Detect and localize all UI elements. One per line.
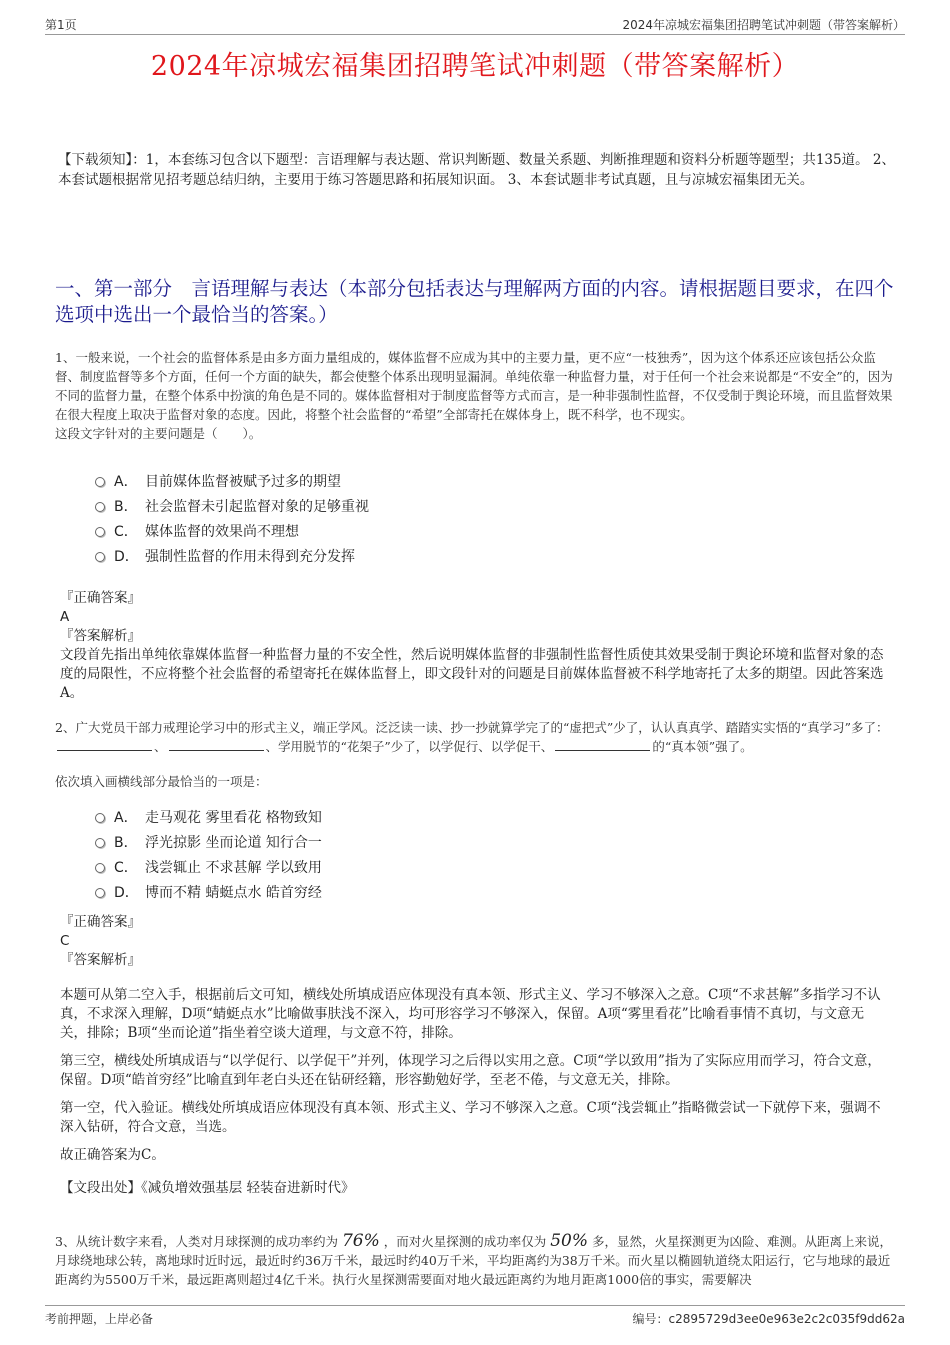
percentage-76: 76% [341, 1231, 380, 1251]
question-2 [55, 718, 900, 791]
question-2-prompt: 依次填入画横线部分最恰当的一项是： [55, 774, 268, 789]
question-2-analysis [60, 986, 890, 1207]
question-1-stem: 1、一般来说，一个社会的监督体系是由多方面力量组成的，媒体监督不应成为其中的主要力量，更不应“一枝独秀”，因为这个体系还应该包括公众监督、制度监督等多个方面，任何一个方面的缺失，都会使整个体系出现明显漏洞。单纯依靠一种监督力量，对于任何一个社会来说都是“不安全”的，因为不同的监督力量，在整个体系中扮演的角色是不同的。媒体监督相对于制度监督等方式而言，是一种非强制性监督，不仅受制于舆论环境，而且监督效果在很大程度上取决于监督对象的态度。因此，将整个社会监督的“希望”全部寄托在媒体身上，既不科学，也不现实。 [55, 350, 893, 422]
radio-icon[interactable] [95, 838, 105, 848]
radio-icon[interactable] [95, 552, 105, 562]
header-doc-title: 2024年凉城宏福集团招聘笔试冲刺题（带答案解析） [622, 18, 905, 32]
section-heading: 一、第一部分 言语理解与表达（本部分包括表达与理解两方面的内容。请根据题目要求，在四个选项中选出一个最恰当的答案。） [55, 277, 894, 326]
download-notice: 【下载须知】：1，本套练习包含以下题型：言语理解与表达题、常识判断题、数量关系题、判断推理题和资料分析题等题型；共135道。 2、本套试题根据常见招考题总结归纳，主要用于练习答题思路和拓展知识面。 3、本套试题非考试真题，且与凉城宏福集团无关。 [58, 152, 895, 188]
footer-slogan: 考前押题，上岸必备 [45, 1312, 154, 1326]
correct-answer: A [60, 609, 70, 625]
question-1 [55, 348, 900, 443]
footer-doc-id: 编号：c2895729d3ee0e963e2c2c035f9dd62a [632, 1312, 905, 1326]
page-title: 2024年凉城宏福集团招聘笔试冲刺题（带答案解析） [150, 51, 800, 82]
radio-icon[interactable] [95, 813, 105, 823]
blank-2 [169, 738, 264, 751]
blank-1 [57, 738, 152, 751]
analysis-label: 『答案解析』 [60, 628, 141, 644]
analysis-paragraph: 第三空，横线处所填成语与“以学促行、以学促干”并列，体现学习之后得以实用之意。C项“学以致用”指为了实际应用而学习，符合文意，保留。D项“皓首穷经”比喻直到年老白头还在钻研经籍，形容勤勉好学，至老不倦，与文意无关，排除。 [60, 1053, 881, 1088]
question-1-answer-block [60, 589, 890, 703]
analysis-paragraph: 故正确答案为C。 [60, 1147, 165, 1163]
question-2-stem: 2、广大党员干部力戒理论学习中的形式主义，端正学风。泛泛读一读、抄一抄就算学完了的“虚把式”少了，认认真真学、踏踏实实悟的“真学习”多了：、 、学用脱节的“花架子”少了，以学促行、以学促干、 的“真本领”强了。 [55, 720, 889, 754]
question-1-prompt: 这段文字针对的主要问题是（ ）。 [55, 426, 262, 441]
source-citation: 【文段出处】《减负增效强基层 轻装奋进新时代》 [60, 1180, 355, 1196]
correct-answer-label: 『正确答案』 [60, 914, 141, 930]
analysis-text: 文段首先指出单纯依靠媒体监督一种监督力量的不安全性，然后说明媒体监督的非强制性监督性质使其效果受制于舆论环境和监督对象的态度的局限性，不应将整个社会监督的希望寄托在媒体监督上，即文段针对的问题是目前媒体监督被不科学地寄托了太多的期望。因此答案选A。 [60, 647, 884, 701]
analysis-paragraph: 本题可从第二空入手，根据前后文可知，横线处所填成语应体现没有真本领、形式主义、学习不够深入之意。C项“不求甚解”多指学习不认真，不求深入理解，D项“蜻蜓点水”比喻做事肤浅不深入，均可形容学习不够深入，保留。A项“雾里看花”比喻看事情不真切，与文意无关，排除；B项“坐而论道”指坐着空谈大道理，与文意不符，排除。 [60, 987, 881, 1041]
radio-icon[interactable] [95, 502, 105, 512]
analysis-paragraph: 第一空，代入验证。横线处所填成语应体现没有真本领、形式主义、学习不够深入之意。C项“浅尝辄止”指略微尝试一下就停下来，强调不深入钻研，符合文意，当选。 [60, 1100, 881, 1135]
question-2-answer-block [60, 913, 890, 970]
blank-3 [555, 738, 650, 751]
page-footer [45, 1305, 905, 1326]
page-number: 第1页 [45, 18, 77, 32]
radio-icon[interactable] [95, 863, 105, 873]
radio-icon[interactable] [95, 888, 105, 898]
page-header [45, 14, 905, 35]
analysis-label: 『答案解析』 [60, 952, 141, 968]
radio-icon[interactable] [95, 527, 105, 537]
percentage-50: 50% [550, 1231, 589, 1251]
correct-answer: C [60, 933, 70, 949]
radio-icon[interactable] [95, 477, 105, 487]
correct-answer-label: 『正确答案』 [60, 590, 141, 606]
question-3: 3、从统计数字来看，人类对月球探测的成功率约为 76% ，而对火星探测的成功率仅为 50% 多，显然，火星探测更为凶险、难测。从距离上来说，月球绕地球公转，离地球时近时远，最近时约36万千米，最远时约40万千米，平均距离约为38万千米。而火星以椭圆轨道绕太阳运行，它与地球的最近距离约为5500万千米，最远距离则超过4亿千米。执行火星探测需要面对地火最远距离约为地月距离1000倍的事实，需要解决 [55, 1231, 893, 1287]
